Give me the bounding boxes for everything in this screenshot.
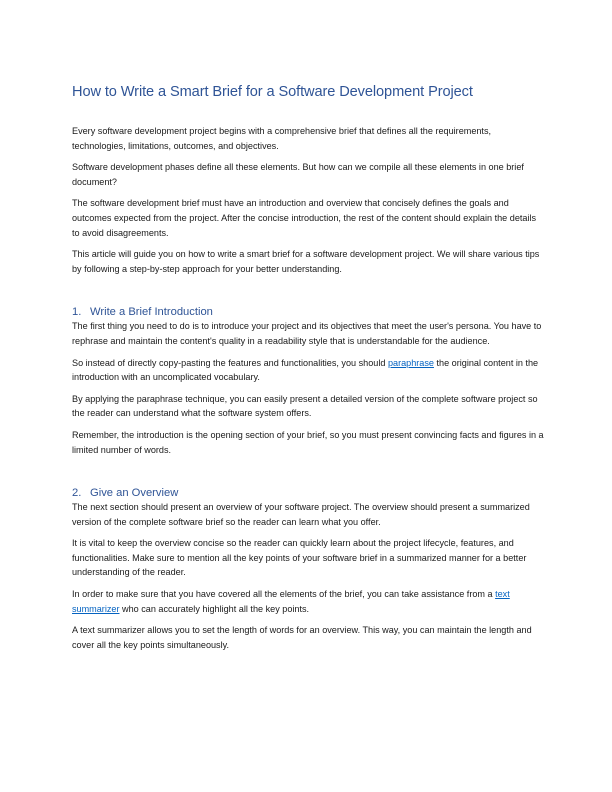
intro-paragraph-4: This article will guide you on how to write a smart brief for a software development project. We will share various tips by following a step-by-step approach for your better understanding. [72, 249, 540, 274]
section-1-heading [72, 306, 544, 318]
section-2-paragraph-4: A text summarizer allows you to set the length of words for an overview. This way, you can maintain the length and cover all the key points simultaneously. [72, 625, 532, 650]
section-1 [72, 306, 544, 457]
section-2 [72, 487, 544, 652]
section-2-paragraph-2: It is vital to keep the overview concise so the reader can quickly learn about the project lifecycle, features, and functionalities. Make sure to mention all the key points of your software brief in a summarized manner for a better understanding of the reader. [72, 538, 527, 578]
intro-section [72, 124, 544, 276]
section-2-heading [72, 487, 544, 499]
section-1-heading-text: Write a Brief Introduction [90, 306, 213, 319]
document-title: How to Write a Smart Brief for a Software Development Project [72, 84, 473, 100]
section-1-paragraph-2-before: So instead of directly copy-pasting the features and functionalities, you should [72, 357, 388, 368]
section-1-paragraph-2-after: the original content in the introduction with an uncomplicated vocabulary. [72, 357, 539, 383]
section-2-number: 2. [72, 487, 82, 500]
section-2-paragraph-1: The next section should present an overview of your software project. The overview should present a summarized version of the complete software brief so the reader can learn what you offer. [72, 502, 530, 527]
document-page [72, 84, 544, 659]
intro-paragraph-3: The software development brief must have an introduction and overview that concisely defines the goals and outcomes expected from the project. After the concise introduction, the rest of the content should explain the details to avoid disagreements. [72, 198, 537, 238]
section-2-heading-text: Give an Overview [90, 487, 179, 500]
section-2-paragraph-3-after: who can accurately highlight all the key points. [119, 603, 310, 614]
section-2-paragraph-3 [72, 587, 544, 616]
text-summarizer-link[interactable]: text summarizer [72, 589, 510, 614]
section-1-paragraph-4: Remember, the introduction is the opening section of your brief, so you must present convincing facts and figures in a limited number of words. [72, 429, 544, 455]
section-1-paragraph-1: The first thing you need to do is to introduce your project and its objectives that meet the user's persona. You have to rephrase and maintain the content's quality in a readability style that is understandable for the audience. [72, 321, 542, 346]
section-1-paragraph-3: By applying the paraphrase technique, you can easily present a detailed version of the complete software project so the reader can understand what the software system offers. [72, 393, 538, 419]
intro-paragraph-2: Software development phases define all these elements. But how can we compile all these elements in one brief document? [72, 162, 524, 187]
section-1-number: 1. [72, 306, 82, 319]
intro-paragraph-1: Every software development project begins with a comprehensive brief that defines all the requirements, technologies, limitations, outcomes, and objectives. [72, 126, 492, 151]
paraphrase-link[interactable]: paraphrase [387, 357, 434, 368]
section-2-paragraph-3-before: In order to make sure that you have covered all the elements of the brief, you can take assistance from a [72, 589, 496, 600]
section-1-paragraph-2 [72, 356, 544, 385]
